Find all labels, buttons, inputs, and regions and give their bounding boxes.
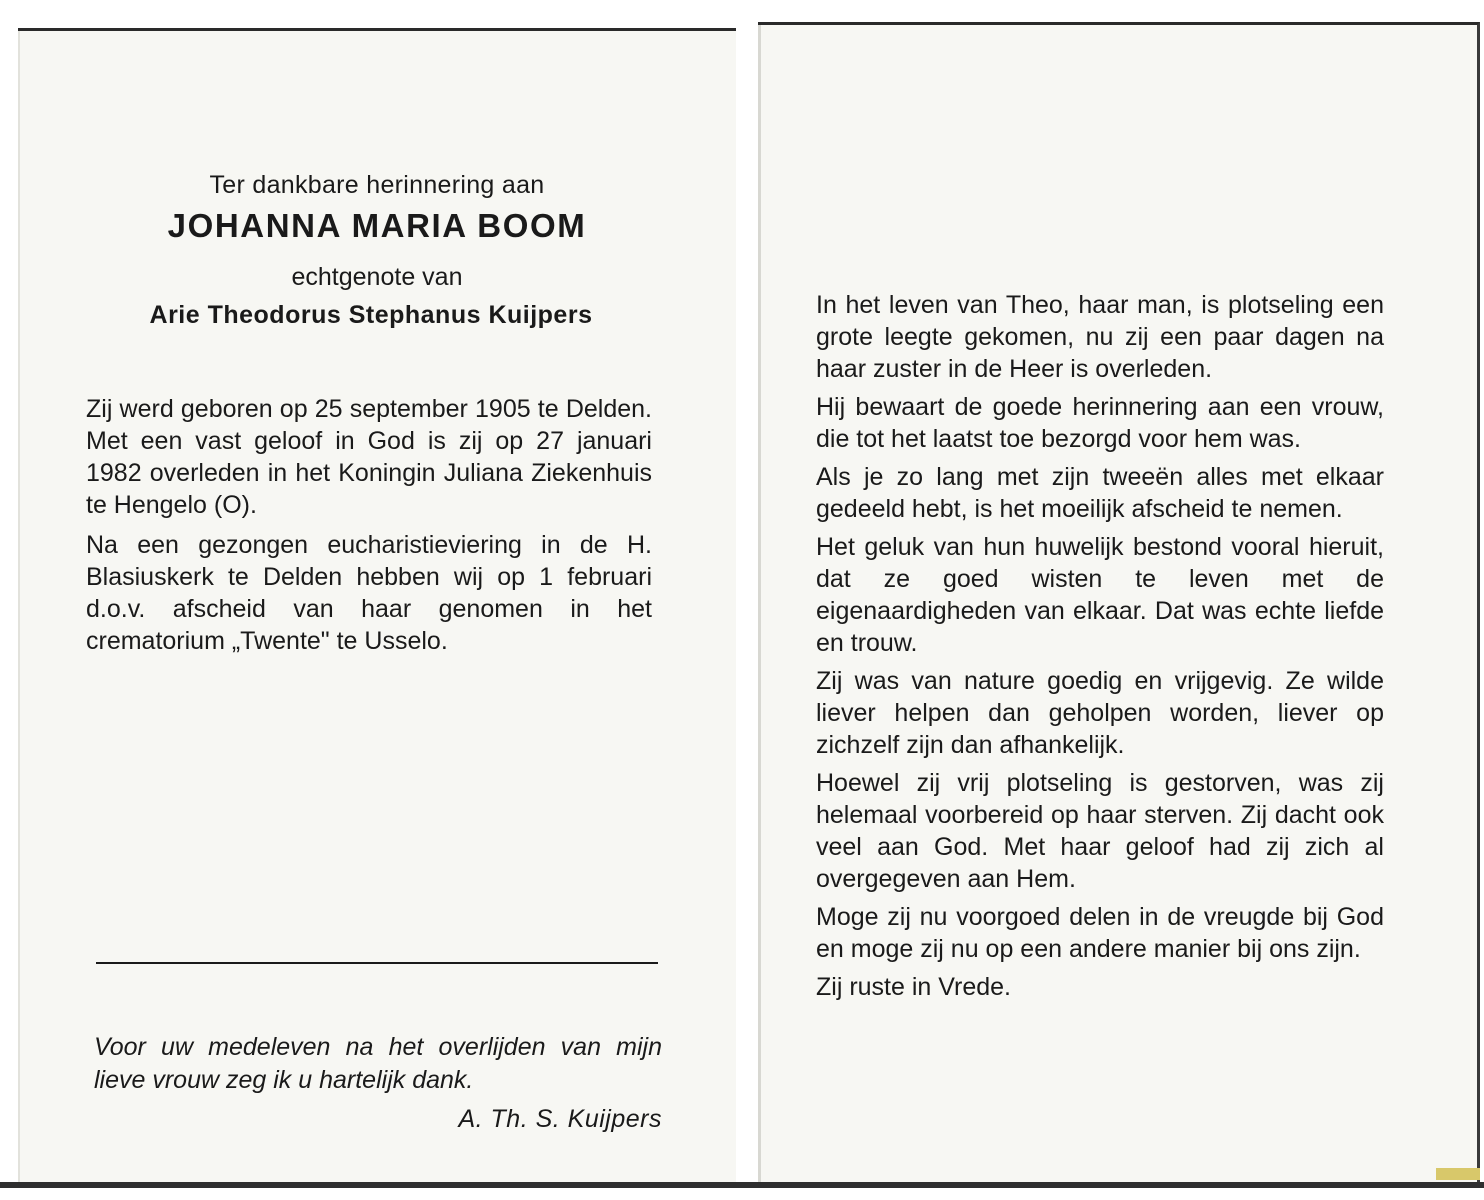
birth-death-paragraph: Zij werd geboren op 25 september 1905 te Delden. Met een vast geloof in God is zij op 27 januari 1982 overleden in het Koningin Juliana Ziekenhuis te Hengelo (O). xyxy=(86,395,652,519)
right-card xyxy=(758,22,1480,1186)
spouse-of-label: echtgenote van xyxy=(291,263,463,291)
divider-line xyxy=(96,962,658,964)
memorial-paragraph: Zij was van nature goedig en vrijgevig. Ze wilde liever helpen dan geholpen worden, liever op zichzelf zijn dan afhankelijk. xyxy=(816,667,1384,759)
memorial-paragraph: Het geluk van hun huwelijk bestond vooral hieruit, dat ze goed wisten te leven met de eigenaardigheden van elkaar. Dat was echte liefde en trouw. xyxy=(816,533,1384,657)
left-body-text xyxy=(86,393,652,665)
intro-text: Ter dankbare herinnering aan xyxy=(209,171,545,199)
signature: A. Th. S. Kuijpers xyxy=(458,1105,662,1133)
memorial-paragraph: Hij bewaart de goede herinnering aan een vrouw, die tot het laatst toe bezorgd voor hem was. xyxy=(816,393,1384,453)
gilt-edge xyxy=(1436,1168,1480,1180)
memorial-paragraph: Hoewel zij vrij plotseling is gestorven, was zij helemaal voorbereid op haar sterven. Zij dacht ook veel aan God. Met haar geloof had zij zich al overgegeven aan Hem. xyxy=(816,769,1384,893)
right-body-text xyxy=(816,289,1384,1009)
memorial-paragraph: In het leven van Theo, haar man, is plotseling een grote leegte gekomen, nu zij een paar dagen na haar zuster in de Heer is overleden. xyxy=(816,291,1384,383)
memorial-paragraph: Als je zo lang met zijn tweeën alles met elkaar gedeeld hebt, is het moeilijk afscheid te nemen. xyxy=(816,463,1384,523)
closing-line: Zij ruste in Vrede. xyxy=(816,973,1011,1001)
thanks-text: Voor uw medeleven na het overlijden van mijn lieve vrouw zeg ik u hartelijk dank. xyxy=(94,1033,662,1094)
scan-bottom-edge xyxy=(0,1182,1484,1188)
memorial-paragraph: Moge zij nu voorgoed delen in de vreugde bij God en moge zij nu op een andere manier bij ons zijn. xyxy=(816,903,1384,963)
funeral-paragraph: Na een gezongen eucharistieviering in de H. Blasiuskerk te Delden hebben wij op 1 februari d.o.v. afscheid van haar genomen in het crematorium „Twente" te Usselo. xyxy=(86,531,652,655)
left-card xyxy=(18,28,736,1186)
spouse-name: Arie Theodorus Stephanus Kuijpers xyxy=(149,301,593,329)
deceased-name: JOHANNA MARIA BOOM xyxy=(167,207,587,244)
